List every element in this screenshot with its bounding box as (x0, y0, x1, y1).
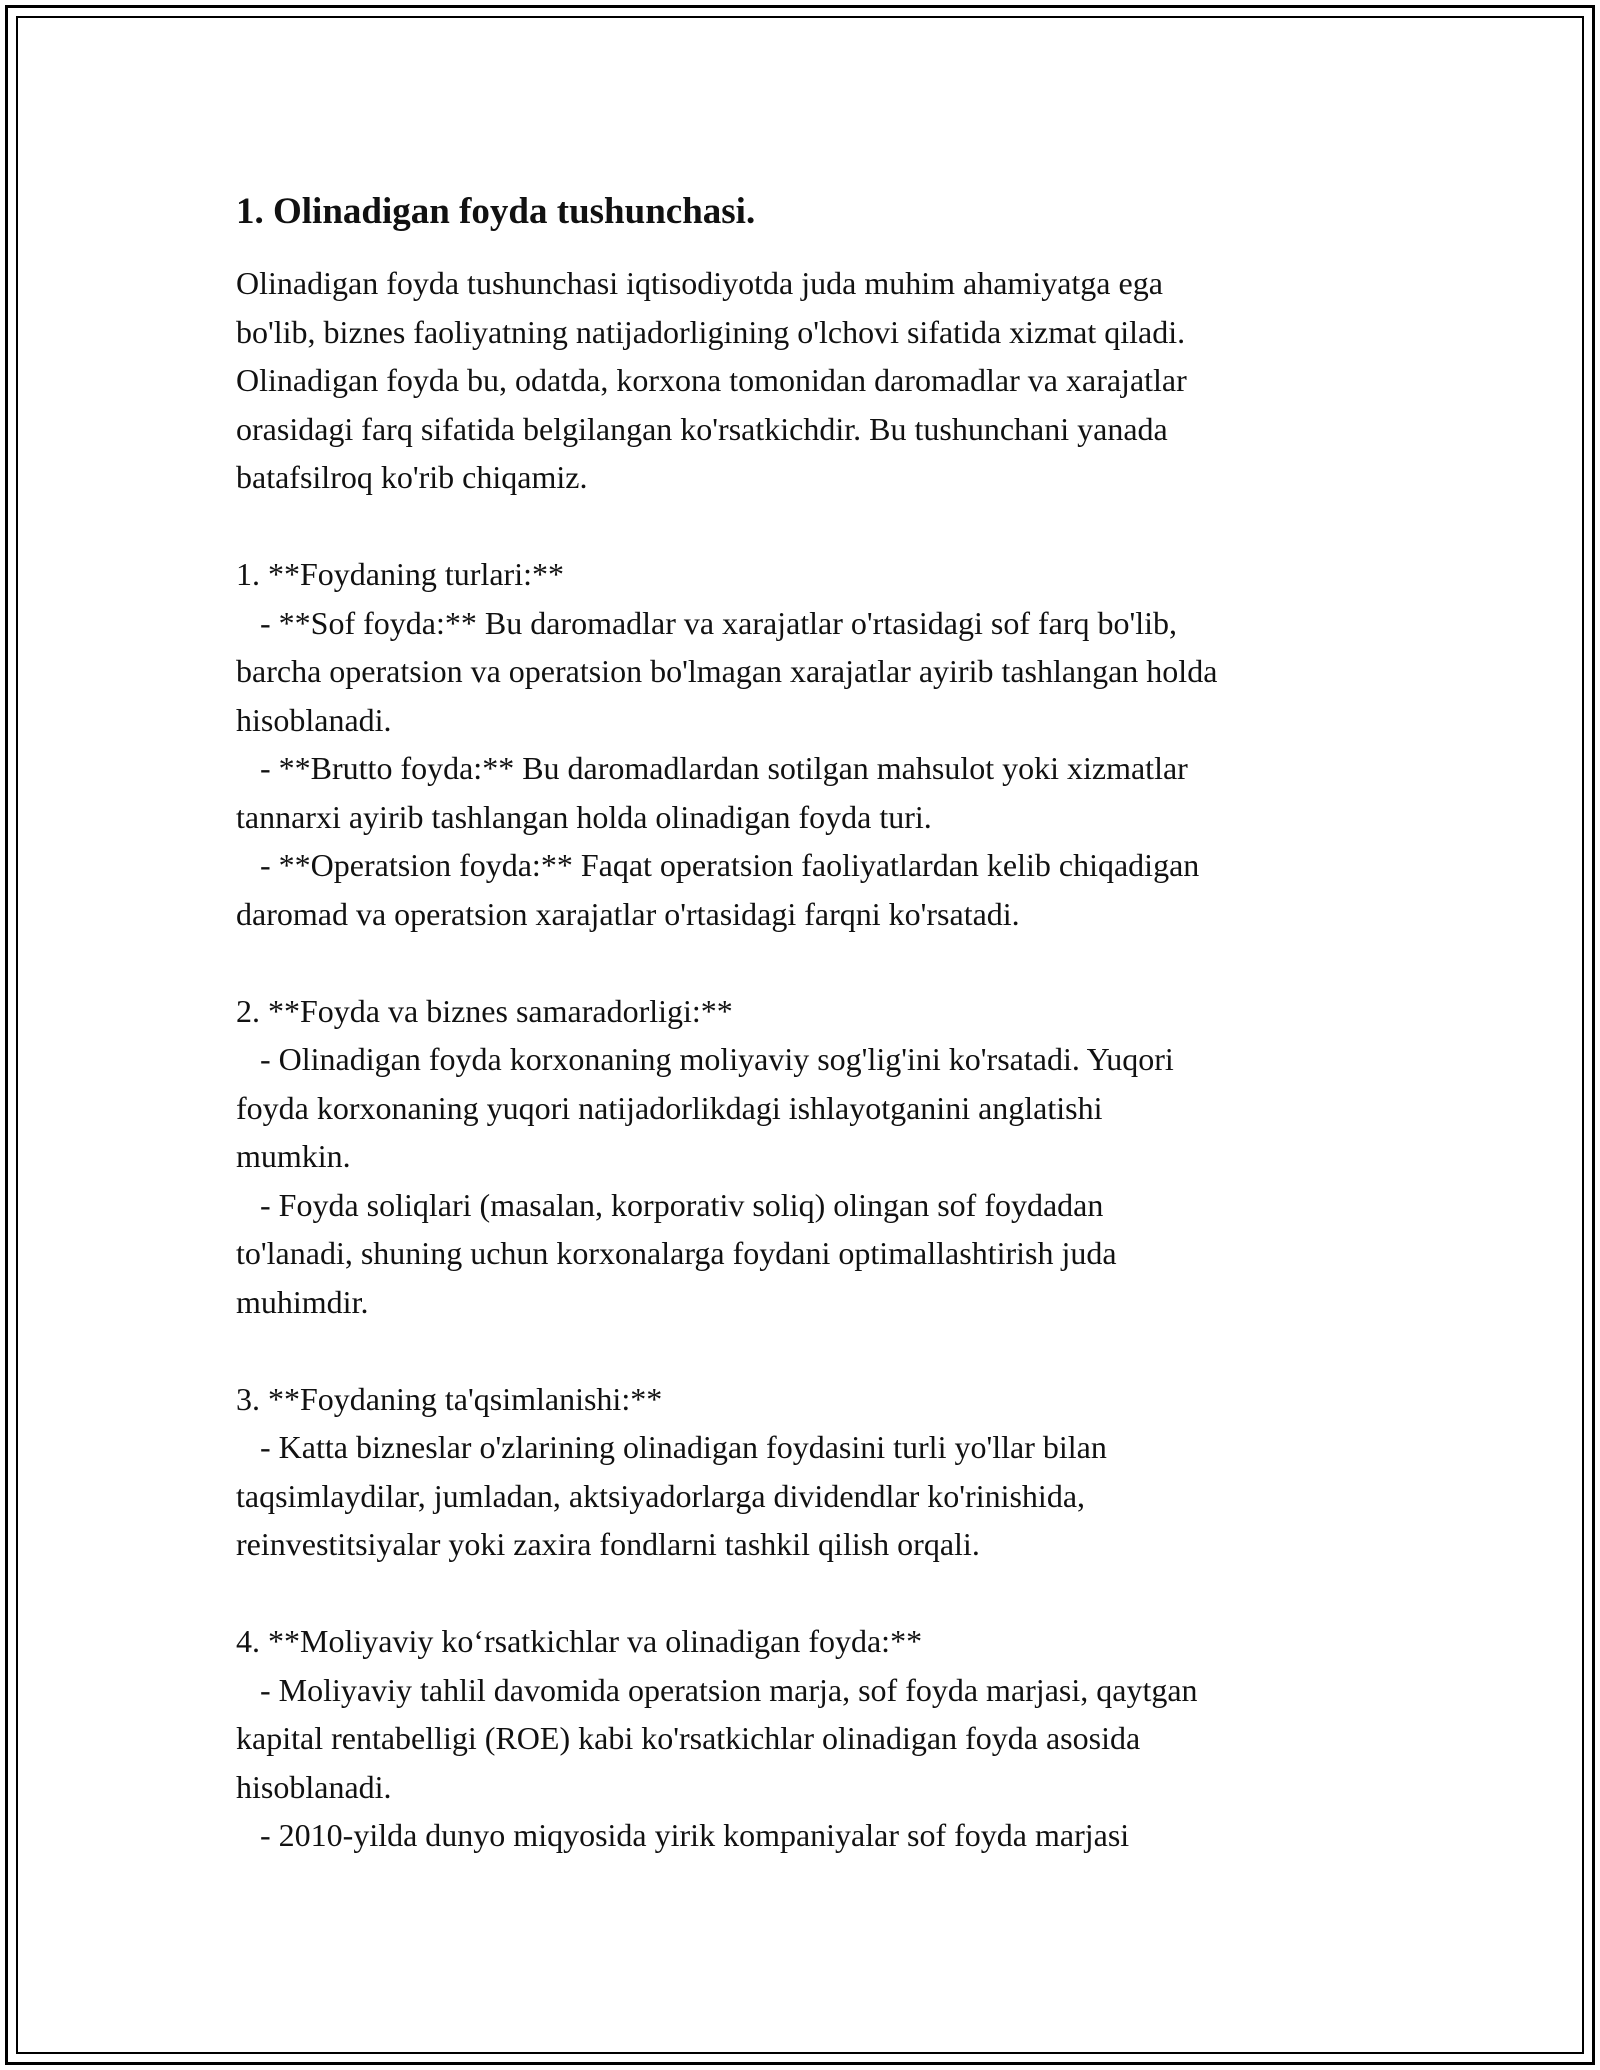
section-line: - Katta bizneslar o'zlarining olinadigan foydasini turli yo'llar bilan (236, 1429, 1107, 1465)
section-moliyaviy-korsatkichlar (236, 1617, 1386, 1860)
section-line: to'lanadi, shuning uchun korxonalarga foydani optimallashtirish juda (236, 1235, 1117, 1271)
section-line: - Moliyaviy tahlil davomida operatsion marja, sof foyda marjasi, qaytgan (236, 1671, 1198, 1708)
intro-line: orasidagi farq sifatida belgilangan ko'rsatkichdir. Bu tushunchani yanada (236, 410, 1168, 447)
section-line: daromad va operatsion xarajatlar o'rtasidagi farqni ko'rsatadi. (236, 895, 1020, 932)
section-line: hisoblanadi. (236, 1768, 392, 1805)
paragraph-spacer (236, 502, 1386, 551)
paragraph-spacer (236, 1569, 1386, 1618)
document-body (236, 187, 1386, 1860)
section-line: - Olinadigan foyda korxonaning moliyaviy sog'lig'ini ko'rsatadi. Yuqori (236, 1041, 1174, 1077)
section-line: foyda korxonaning yuqori natijadorlikdagi ishlayotganini anglatishi (236, 1089, 1103, 1126)
document-heading: 1. Olinadigan foyda tushunchasi. (236, 191, 756, 232)
section-line: kapital rentabelligi (ROE) kabi ko'rsatkichlar olinadigan foyda asosida (236, 1720, 1141, 1756)
section-line: tannarxi ayirib tashlangan holda olinadigan foyda turi. (236, 798, 932, 835)
intro-line: batafsilroq ko'rib chiqamiz. (236, 459, 588, 495)
intro-line: Olinadigan foyda bu, odatda, korxona tomonidan daromadlar va xarajatlar (236, 362, 1187, 398)
intro-paragraph (236, 259, 1386, 502)
section-title: 3. **Foydaning ta'qsimlanishi:** (236, 1380, 663, 1417)
section-line: hisoblanadi. (236, 701, 392, 738)
section-line: - **Brutto foyda:** Bu daromadlardan sotilgan mahsulot yoki xizmatlar (236, 750, 1188, 786)
intro-line: Olinadigan foyda tushunchasi iqtisodiyotda juda muhim ahamiyatga ega (236, 265, 1163, 301)
section-line: barcha operatsion va operatsion bo'lmagan xarajatlar ayirib tashlangan holda (236, 653, 1218, 689)
section-foyda-va-biznes (236, 987, 1386, 1327)
section-line: - **Operatsion foyda:** Faqat operatsion faoliyatlardan kelib chiqadigan (236, 847, 1200, 883)
section-title: 4. **Moliyaviy ko‘rsatkichlar va olinadigan foyda:** (236, 1623, 923, 1659)
section-taqsimlanishi (236, 1375, 1386, 1569)
section-line: taqsimlaydilar, jumladan, aktsiyadorlarga dividendlar ko'rinishida, (236, 1477, 1086, 1514)
paragraph-spacer (236, 938, 1386, 987)
section-line: reinvestitsiyalar yoki zaxira fondlarni tashkil qilish orqali. (236, 1526, 980, 1562)
section-line: mumkin. (236, 1138, 351, 1174)
section-line: muhimdir. (236, 1283, 369, 1320)
section-line: - Foyda soliqlari (masalan, korporativ soliq) olingan sof foydadan (236, 1186, 1104, 1223)
section-foydaning-turlari (236, 550, 1386, 938)
section-line: - 2010-yilda dunyo miqyosida yirik kompaniyalar sof foyda marjasi (236, 1817, 1130, 1853)
section-line: - **Sof foyda:** Bu daromadlar va xarajatlar o'rtasidagi sof farq bo'lib, (236, 604, 1178, 641)
section-title: 1. **Foydaning turlari:** (236, 556, 564, 592)
section-title: 2. **Foyda va biznes samaradorligi:** (236, 992, 733, 1029)
paragraph-spacer (236, 1326, 1386, 1375)
intro-line: bo'lib, biznes faoliyatning natijadorligining o'lchovi sifatida xizmat qiladi. (236, 313, 1186, 350)
